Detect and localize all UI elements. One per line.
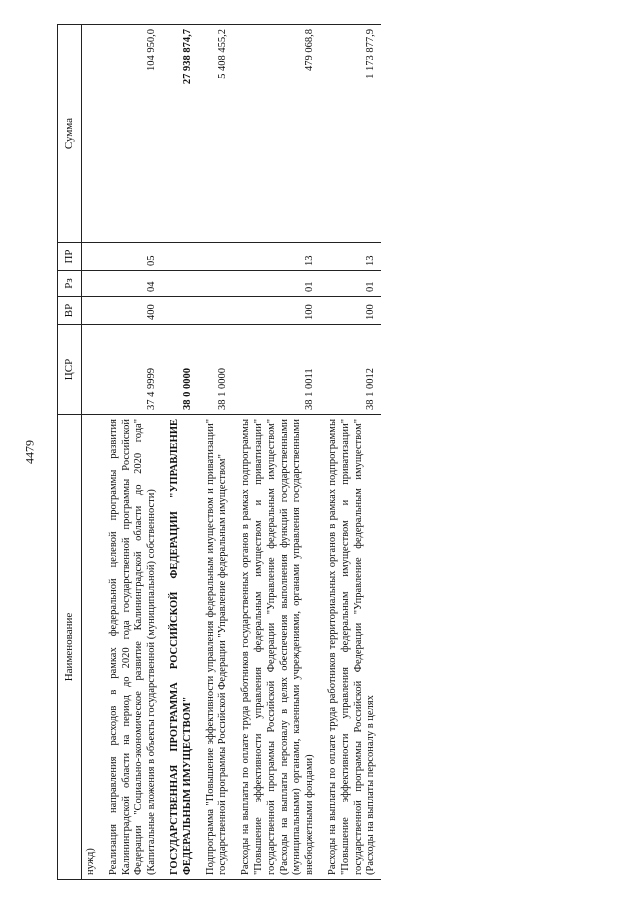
row-csr	[82, 325, 101, 415]
row-vr	[82, 297, 101, 325]
row-csr: 37 4 9999	[105, 325, 162, 415]
table-row	[237, 25, 320, 880]
row-sum: 27 938 874,7	[166, 25, 198, 243]
row-pr: 13	[237, 243, 320, 271]
row-sum: 1 173 877,9	[324, 25, 381, 243]
row-vr: 100	[237, 297, 320, 325]
row-pr: 13	[324, 243, 381, 271]
row-name: Расходы на выплаты по оплате труда работников территориальных органов в рамках подпрограммы "Повышение эффективности управления федеральным имуществом и приватизации" государственной программы Российской Федерации "Управление федеральным имуществом" (Расходы на выплаты персоналу в целях	[324, 415, 381, 880]
rotated-table-container	[57, 25, 577, 880]
column-header-pr: ПР	[58, 243, 82, 271]
table-row	[105, 25, 162, 880]
row-rz: 01	[237, 271, 320, 297]
page-number: 4479	[22, 440, 37, 464]
row-pr	[202, 243, 234, 271]
table-row	[82, 25, 101, 880]
row-rz	[166, 271, 198, 297]
row-sum: 104 950,0	[105, 25, 162, 243]
row-rz	[82, 271, 101, 297]
column-header-csr: ЦСР	[58, 325, 82, 415]
row-vr: 400	[105, 297, 162, 325]
row-vr	[166, 297, 198, 325]
row-name: ГОСУДАРСТВЕННАЯ ПРОГРАММА РОССИЙСКОЙ ФЕДЕРАЦИИ "УПРАВЛЕНИЕ ФЕДЕРАЛЬНЫМ ИМУЩЕСТВОМ"	[166, 415, 198, 880]
table-row	[166, 25, 198, 880]
row-pr: 05	[105, 243, 162, 271]
table-row	[202, 25, 234, 880]
row-pr	[82, 243, 101, 271]
table-header-row	[58, 25, 82, 880]
row-vr: 100	[324, 297, 381, 325]
row-name: Расходы на выплаты по оплате труда работников государственных органов в рамках подпрограммы "Повышение эффективности управления федеральным имуществом и приватизации" государственной программы Российской Федерации "Управление федеральным имуществом" (Расходы на выплаты персоналу в целях обеспечения выполнения функций государственными (муниципальными) органами, казенными учреждениями, органами управления государственными внебюджетными фондами)	[237, 415, 320, 880]
row-vr	[202, 297, 234, 325]
row-name: нужд)	[82, 415, 101, 880]
column-header-rz: Рз	[58, 271, 82, 297]
row-rz: 01	[324, 271, 381, 297]
table-row	[324, 25, 381, 880]
row-sum	[82, 25, 101, 243]
row-csr: 38 0 0000	[166, 325, 198, 415]
row-csr: 38 1 0000	[202, 325, 234, 415]
row-pr	[166, 243, 198, 271]
row-rz: 04	[105, 271, 162, 297]
column-header-name: Наименование	[58, 415, 82, 880]
row-rz	[202, 271, 234, 297]
column-header-sum: Сумма	[58, 25, 82, 243]
row-csr: 38 1 0011	[237, 325, 320, 415]
column-header-vr: ВР	[58, 297, 82, 325]
row-name: Реализация направления расходов в рамках федеральной целевой программы развития Калининградской области на период до 2020 года государственной программы Российской Федерации "Социально-экономическое развитие Калининградской области до 2020 года" (Капитальные вложения в объекты государственной (муниципальной) собственности)	[105, 415, 162, 880]
budget-table	[57, 24, 381, 880]
row-sum: 5 408 455,2	[202, 25, 234, 243]
row-sum: 479 068,8	[237, 25, 320, 243]
row-csr: 38 1 0012	[324, 325, 381, 415]
row-name: Подпрограмма "Повышение эффективности управления федеральным имуществом и приватизации" государственной программы Российской Федерации "Управление федеральным имуществом"	[202, 415, 234, 880]
